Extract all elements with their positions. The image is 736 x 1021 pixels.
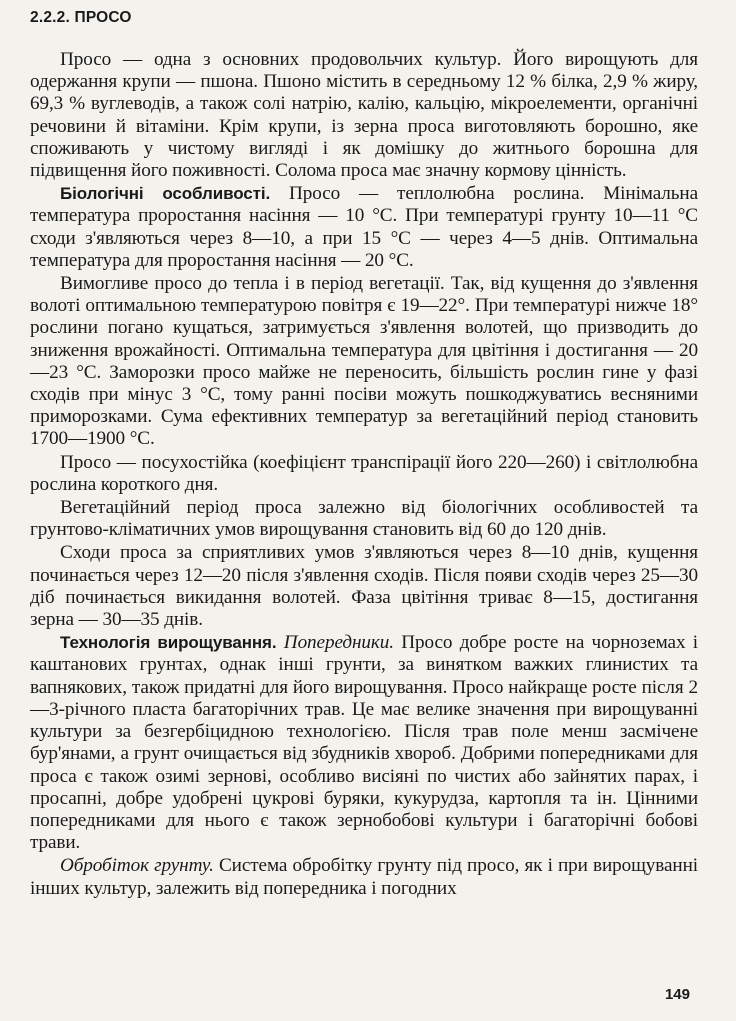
paragraph-lead: Технологія вирощування. [60, 633, 277, 653]
paragraph-tillage [30, 855, 698, 899]
paragraph-drought [30, 452, 698, 496]
paragraph-text: Просо — одна з основних продовольчих культур. Його вирощують для одержання крупи — пшона. Пшоно містить в середньому 12 % білка, 2,9 % жиру, 69,3 % вуглеводів, а також солі натрію, калію, кальцію, мікроелементи, органічні речовини й вітаміни. Крім крупи, із зерна проса виготовляють борошно, яке споживають у чистому вигляді і як домішку до житнього борошна для підвищення його поживності. Солома проса має значну кормову цінність. [30, 49, 698, 182]
paragraph-technology [30, 632, 698, 854]
paragraph-text: Сходи проса за сприятливих умов з'являються через 8—10 днів, кущення починається через 12—20 після з'явлення сходів. Після появи сходів через 25—30 діб починається викидання волотей. Фаза цвітіння триває 8—15, достигання зерна — 30—35 днів. [30, 542, 698, 631]
paragraph-text: Просо — теплолюбна рослина. Мінімальна температура проростання насіння — 10 °С. При температурі грунту 10—11 °С сходи з'являються через 8—10, а при 15 °С — через 4—5 днів. Оптимальна температура для проростання насіння — 20 °С. [30, 183, 699, 271]
page-number: 149 [664, 986, 690, 1003]
paragraph-vegetation-period [30, 497, 698, 541]
paragraph-subhead: Обробіток грунту. [60, 855, 214, 877]
paragraph-lead: Біологічні особливості. [60, 184, 271, 204]
paragraph-text: Просо добре росте на чорноземах і каштанових грунтах, однак інші грунти, за винятком важких глинистих та вапнякових, також придатні для його вирощування. Просо найкраще росте після 2—3-річного пласта багаторічних трав. Це має велике значення при вирощуванні культури за безгербіцидною технологією. Після трав поле менш засмічене бур'янами, а грунт очищається від збудників хвороб. Добрими попередниками для проса є також озимі зернові, особливо висіяні по чистих або зайнятих парах, і просапні, добре удобрені цукрові буряки, кукурудза, картопля та ін. Цінними попередниками для нього є також зернобобові культури і багаторічні бобові трави. [30, 632, 698, 854]
paragraph-biology [30, 183, 698, 272]
paragraph-subhead: Попередники. [276, 632, 394, 654]
section-heading: 2.2.2. ПРОСО [30, 9, 132, 26]
paragraph-text: Просо — посухостійка (коефіцієнт транспірації його 220—260) і світлолюбна рослина короткого дня. [30, 451, 698, 495]
paragraph-phases [30, 542, 698, 631]
paragraph-vegetation-heat [30, 273, 698, 451]
paragraph-text: Вимогливе просо до тепла і в період вегетації. Так, від кущення до з'явлення волоті оптимальною температурою повітря є 19—22°. При температурі нижче 18° рослини погано кущаться, затримується з'явлення волотей, що призводить до зниження врожайності. Оптимальна температура для цвітіння і достигання — 20—23 °С. Заморозки просо майже не переносить, більшість рослин гине у фазі сходів при мінус 3 °С, тому ранні посіви можуть пошкоджуватись весняними приморозками. Сума ефективних температур за вегетаційний період становить 1700—1900 °С. [30, 273, 698, 450]
paragraph-text: Система обробітку грунту під просо, як і при вирощуванні інших культур, залежить від попередника і погодних [30, 855, 698, 899]
page-content [30, 8, 698, 901]
paragraph-intro [30, 49, 698, 182]
paragraph-text: Вегетаційний період проса залежно від біологічних особливостей та грунтово-кліматичних умов вирощування становить від 60 до 120 днів. [30, 497, 698, 541]
